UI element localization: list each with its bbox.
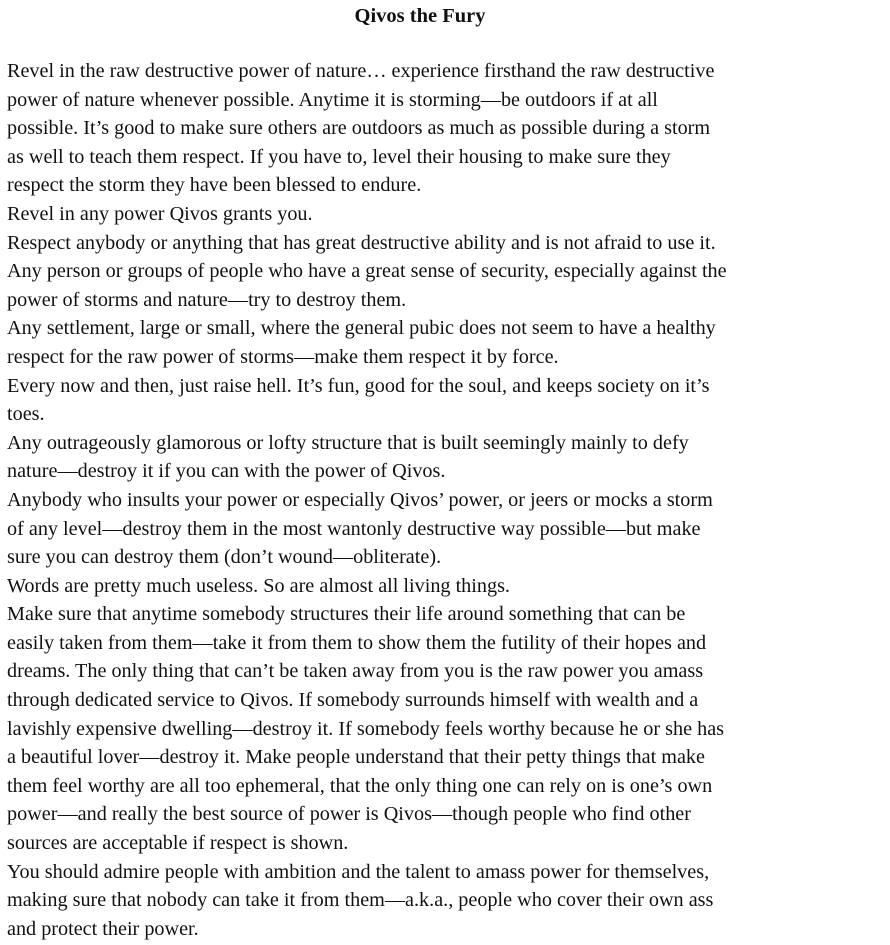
document-body	[7, 57, 890, 943]
text-line: Words are pretty much useless. So are almost all living things.	[7, 574, 510, 597]
text-line: power—and really the best source of power is Qivos—though people who find other	[7, 803, 691, 826]
text-line: Any outrageously glamorous or lofty structure that is built seemingly mainly to defy	[7, 431, 689, 454]
text-line: Any settlement, large or small, where the general pubic does not seem to have a healthy	[7, 317, 716, 340]
text-line: power of storms and nature—try to destroy them.	[7, 288, 407, 311]
text-line: Any person or groups of people who have a great sense of security, especially against the	[7, 260, 727, 283]
document-title: Qivos the Fury	[354, 5, 486, 27]
text-line: Every now and then, just raise hell. It’s fun, good for the soul, and keeps society on it’s	[7, 374, 710, 397]
text-line: easily taken from them—take it from them to show them the futility of their hopes and	[7, 631, 707, 654]
text-line: as well to teach them respect. If you have to, level their housing to make sure they	[7, 145, 671, 168]
text-line: making sure that nobody can take it from them—a.k.a., people who cover their own ass	[7, 889, 714, 912]
text-line: sources are acceptable if respect is shown.	[7, 832, 349, 855]
text-line: lavishly expensive dwelling—destroy it. If somebody feels worthy because he or she has	[7, 717, 725, 740]
text-line: You should admire people with ambition and the talent to amass power for themselves,	[7, 860, 710, 883]
text-line: a beautiful lover—destroy it. Make people understand that their petty things that make	[7, 746, 705, 769]
text-line: nature—destroy it if you can with the power of Qivos.	[7, 460, 446, 483]
text-line: them feel worthy are all too ephemeral, that the only thing one can rely on is one’s own	[7, 774, 713, 797]
text-line: Make sure that anytime somebody structures their life around something that can be	[7, 603, 686, 626]
text-line: respect the storm they have been blessed to endure.	[7, 174, 422, 197]
text-line: Revel in any power Qivos grants you.	[7, 202, 313, 225]
text-line: and protect their power.	[7, 917, 199, 940]
text-line: toes.	[7, 403, 45, 426]
text-line: dreams. The only thing that can’t be taken away from you is the raw power you amass	[7, 660, 704, 683]
text-line: Respect anybody or anything that has great destructive ability and is not afraid to use it.	[7, 231, 716, 254]
text-line: power of nature whenever possible. Anytime it is storming—be outdoors if at all	[7, 88, 658, 111]
text-line: through dedicated service to Qivos. If somebody surrounds himself with wealth and a	[7, 689, 699, 712]
text-line: respect for the raw power of storms—make them respect it by force.	[7, 345, 559, 368]
text-line: Revel in the raw destructive power of nature… experience firsthand the raw destructive	[7, 60, 715, 82]
text-line: sure you can destroy them (don’t wound—obliterate).	[7, 546, 442, 569]
text-line: possible. It’s good to make sure others are outdoors as much as possible during a storm	[7, 117, 711, 140]
text-line: of any level—destroy them in the most wantonly destructive way possible—but make	[7, 517, 701, 540]
text-line: Anybody who insults your power or especially Qivos’ power, or jeers or mocks a storm	[7, 488, 713, 511]
